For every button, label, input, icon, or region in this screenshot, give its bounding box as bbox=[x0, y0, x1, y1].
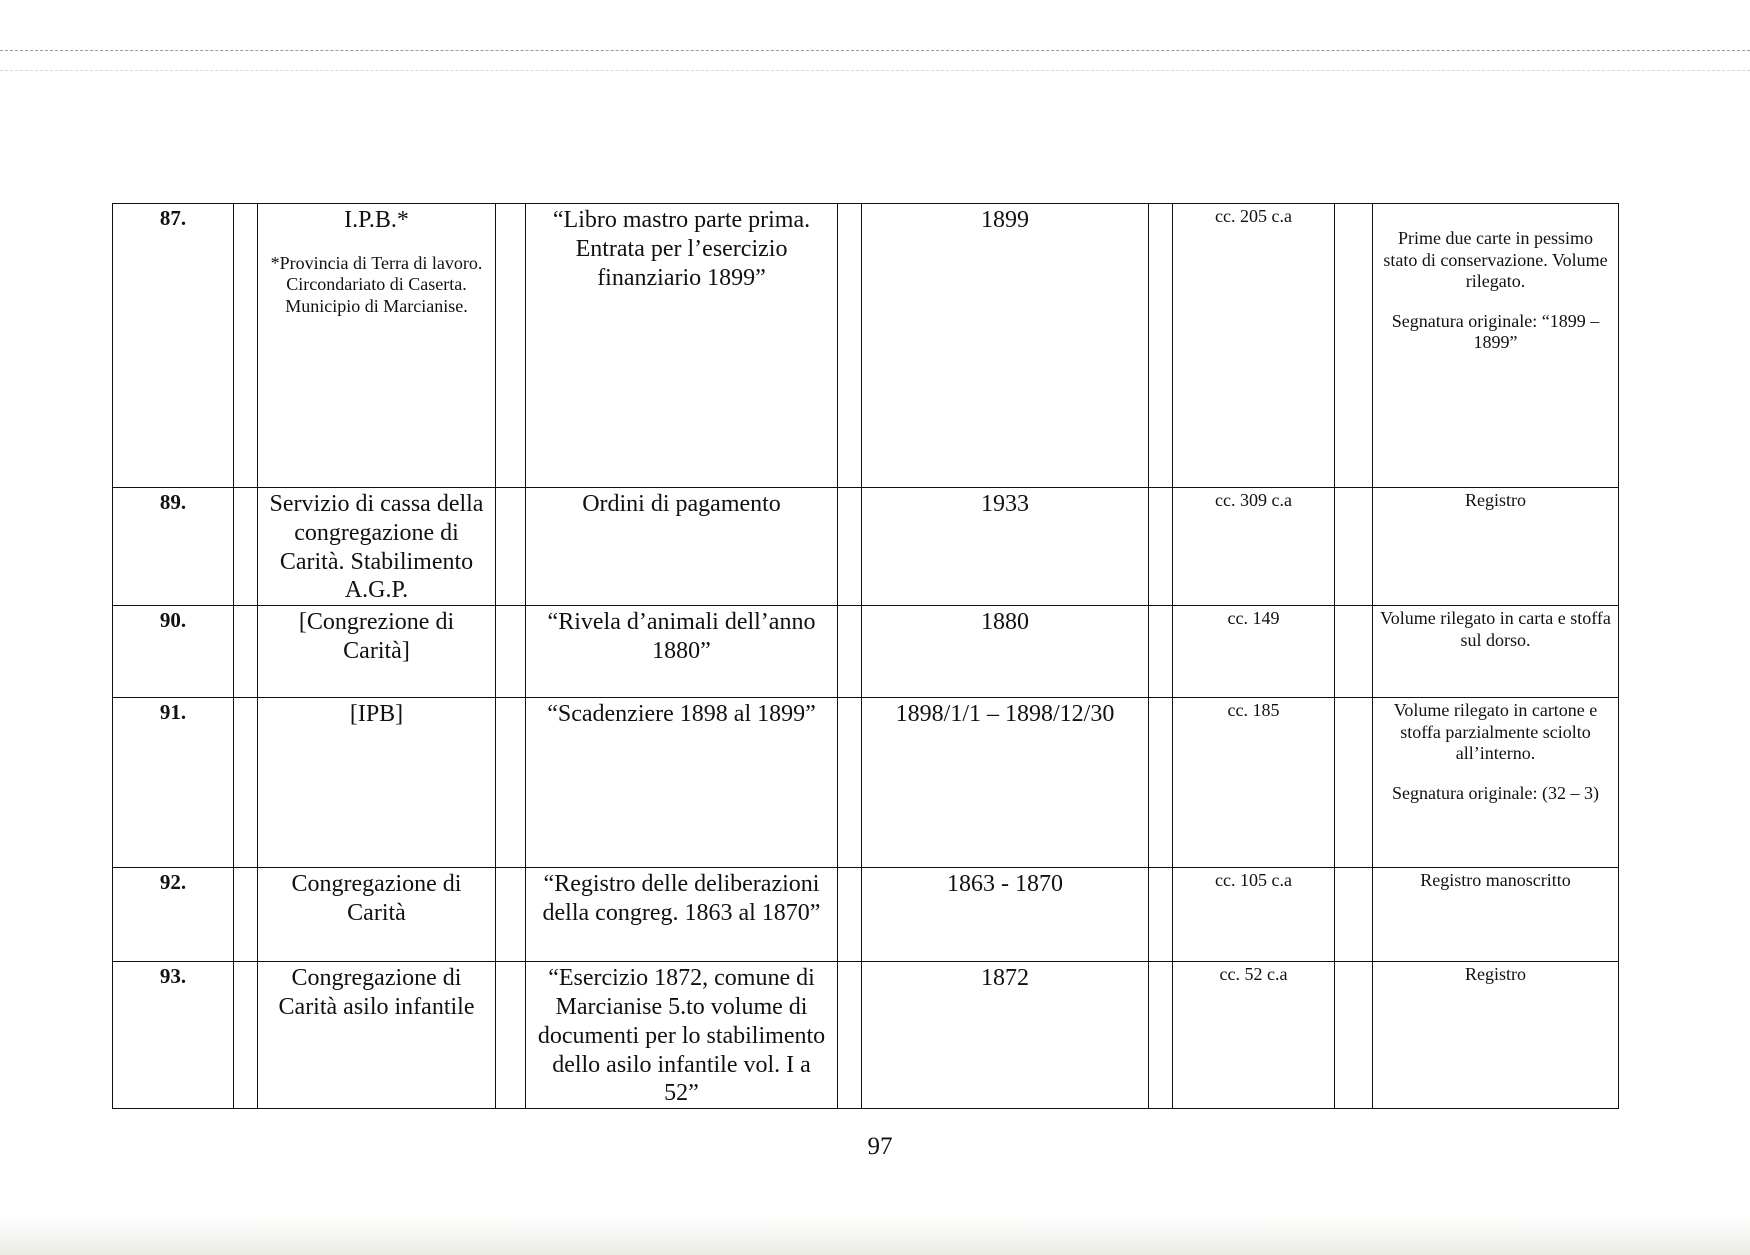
column-gap bbox=[234, 606, 258, 698]
column-gap bbox=[1335, 698, 1373, 868]
table-row bbox=[113, 698, 1619, 868]
extent-cell: cc. 52 c.a bbox=[1173, 962, 1335, 1109]
producer-cell: Congregazione di Carità asilo infantile bbox=[258, 962, 496, 1109]
column-gap bbox=[1149, 962, 1173, 1109]
table-row bbox=[113, 204, 1619, 488]
column-gap bbox=[234, 868, 258, 962]
entry-number: 87. bbox=[113, 204, 234, 488]
date-cell: 1899 bbox=[862, 204, 1149, 488]
note-text: Prime due carte in pessimo stato di conservazione. Volume rilegato. bbox=[1383, 228, 1608, 292]
column-gap bbox=[496, 962, 526, 1109]
column-gap bbox=[838, 204, 862, 488]
column-gap bbox=[1149, 698, 1173, 868]
entry-number: 92. bbox=[113, 868, 234, 962]
column-gap bbox=[1149, 488, 1173, 606]
column-gap bbox=[234, 488, 258, 606]
column-gap bbox=[496, 698, 526, 868]
page-number: 97 bbox=[867, 1133, 893, 1160]
date-cell: 1933 bbox=[862, 488, 1149, 606]
producer-cell bbox=[258, 204, 496, 488]
entry-number: 90. bbox=[113, 606, 234, 698]
entry-number: 93. bbox=[113, 962, 234, 1109]
column-gap bbox=[838, 488, 862, 606]
extent-cell: cc. 205 c.a bbox=[1173, 204, 1335, 488]
column-gap bbox=[496, 488, 526, 606]
column-gap bbox=[496, 204, 526, 488]
producer-cell: Servizio di cassa della congregazione di Carità. Stabilimento A.G.P. bbox=[258, 488, 496, 606]
title-cell: “Scadenziere 1898 al 1899” bbox=[526, 698, 838, 868]
table-row bbox=[113, 868, 1619, 962]
table-row bbox=[113, 962, 1619, 1109]
title-cell: “Libro mastro parte prima. Entrata per l’esercizio finanziario 1899” bbox=[526, 204, 838, 488]
original-signature: Segnatura originale: (32 – 3) bbox=[1392, 782, 1599, 803]
producer-cell: Congregazione di Carità bbox=[258, 868, 496, 962]
column-gap bbox=[838, 962, 862, 1109]
title-cell: Ordini di pagamento bbox=[526, 488, 838, 606]
column-gap bbox=[1335, 204, 1373, 488]
column-gap bbox=[496, 868, 526, 962]
extent-cell: cc. 105 c.a bbox=[1173, 868, 1335, 962]
column-gap bbox=[838, 868, 862, 962]
column-gap bbox=[1149, 868, 1173, 962]
column-gap bbox=[1335, 606, 1373, 698]
column-gap bbox=[1335, 868, 1373, 962]
scan-shadow bbox=[0, 1215, 1750, 1255]
scan-edge-line-faint bbox=[0, 70, 1750, 71]
date-cell: 1872 bbox=[862, 962, 1149, 1109]
date-cell: 1863 - 1870 bbox=[862, 868, 1149, 962]
date-cell: 1880 bbox=[862, 606, 1149, 698]
table-row bbox=[113, 488, 1619, 606]
producer-name: I.P.B.* bbox=[344, 207, 409, 233]
column-gap bbox=[1335, 488, 1373, 606]
notes-cell: Volume rilegato in carta e stoffa sul dorso. bbox=[1373, 606, 1619, 698]
notes-cell: Registro bbox=[1373, 962, 1619, 1109]
column-gap bbox=[1149, 606, 1173, 698]
column-gap bbox=[1149, 204, 1173, 488]
date-cell: 1898/1/1 – 1898/12/30 bbox=[862, 698, 1149, 868]
entry-number: 91. bbox=[113, 698, 234, 868]
column-gap bbox=[234, 204, 258, 488]
column-gap bbox=[234, 962, 258, 1109]
entry-number: 89. bbox=[113, 488, 234, 606]
title-cell: “Esercizio 1872, comune di Marcianise 5.to volume di documenti per lo stabilimento dello asilo infantile vol. I a 52” bbox=[526, 962, 838, 1109]
column-gap bbox=[838, 606, 862, 698]
producer-cell: [Congrezione di Carità] bbox=[258, 606, 496, 698]
note-text: Volume rilegato in cartone e stoffa parzialmente sciolto all’interno. bbox=[1393, 700, 1598, 764]
column-gap bbox=[838, 698, 862, 868]
title-cell: “Registro delle deliberazioni della congreg. 1863 al 1870” bbox=[526, 868, 838, 962]
scan-edge-line bbox=[0, 50, 1750, 51]
original-signature: Segnatura originale: “1899 – 1899” bbox=[1391, 310, 1600, 353]
extent-cell: cc. 149 bbox=[1173, 606, 1335, 698]
notes-cell bbox=[1373, 204, 1619, 488]
extent-cell: cc. 185 bbox=[1173, 698, 1335, 868]
table-row bbox=[113, 606, 1619, 698]
notes-cell: Registro manoscritto bbox=[1373, 868, 1619, 962]
producer-cell: [IPB] bbox=[258, 698, 496, 868]
column-gap bbox=[1335, 962, 1373, 1109]
notes-cell bbox=[1373, 698, 1619, 868]
column-gap bbox=[496, 606, 526, 698]
column-gap bbox=[234, 698, 258, 868]
producer-note: *Provincia di Terra di lavoro. Circondariato di Caserta. Municipio di Marcianise. bbox=[270, 252, 483, 316]
title-cell: “Rivela d’animali dell’anno 1880” bbox=[526, 606, 838, 698]
extent-cell: cc. 309 c.a bbox=[1173, 488, 1335, 606]
archive-inventory-table bbox=[112, 203, 1619, 1109]
notes-cell: Registro bbox=[1373, 488, 1619, 606]
